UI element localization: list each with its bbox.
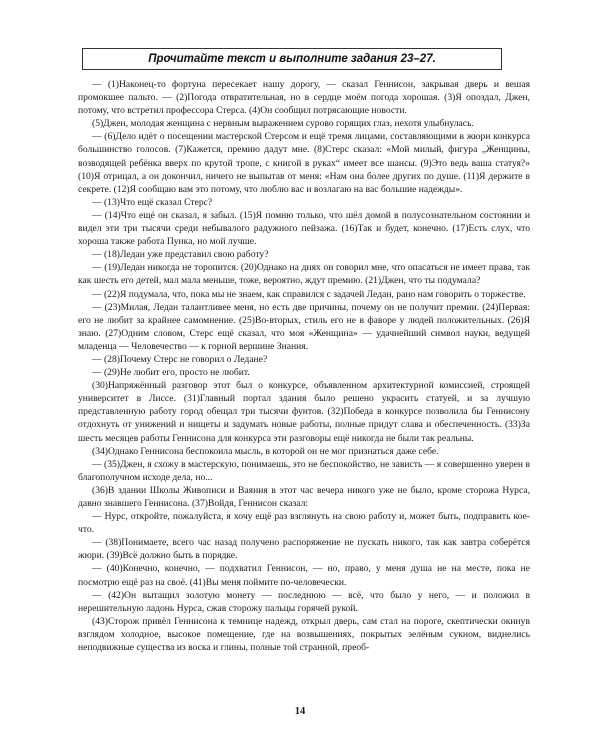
paragraph: — (14)Что ещё он сказал, я забыл. (15)Я помню только, что шёл домой в полусознательном состоянии и видел эти три тысячи среди небывалого радужного пейзажа. (16)Так и будет, конечно. (17)Есть слух, что хороша также работа Пунка, но мой лучше. xyxy=(78,209,530,248)
paragraph: — (13)Что ещё сказал Стерс? xyxy=(92,196,213,208)
paragraph: (43)Сторож привёл Геннисона к темнице надежд, открыл дверь, сам стал на пороге, скептически окинув взглядом холодное, высокое помещение, где на возвышениях, покрытых зелёным сукном, виднелись неподвижные существа из воска и глины, полные той странной, преоб- xyxy=(78,615,530,654)
paragraph: — (6)Дело идёт о посещении мастерской Стерсом и ещё тремя лицами, составляющими в жюри конкурса большинство голосов. (7)Кажется, премию дадут мне. (8)Стерс сказал: «Мой милый, фигура „Женщины, возводящей ребёнка вверх по крутой тропе, с книгой в руках“ имеет все шансы. (9)Это ведь ваша статуя?» (10)Я отрицал, а он докончил, ничего не выпытав от меня: «Нам она более других по душе. (11)Я держите в секрете. (12)Я сообщаю вам это потому, что люблю вас и возлагаю на вас большие надежды». xyxy=(78,131,530,195)
paragraph: (34)Однако Геннисона беспокоила мысль, в которой он не мог признаться даже себе. xyxy=(92,445,439,457)
paragraph: — (28)Почему Стерс не говорил о Ледане? xyxy=(92,353,268,365)
paragraph: — (38)Понимаете, всего час назад получено распоряжение не пускать никого, так как завтра соберётся жюри. (39)Всё должно быть в порядке. xyxy=(78,537,530,562)
paragraph: — (40)Конечно, конечно, — подхватил Геннисон, — но, право, у меня душа не на месте, пока не посмотрю ещё раз на своё. (41)Вы меня поймите по-человечески. xyxy=(78,563,530,588)
paragraph: (36)В здании Школы Живописи и Ваяния в этот час вечера никого уже не было, кроме сторожа Нурса, давно знавшего Геннисона. (37)Войдя, Геннисон сказал: xyxy=(78,484,530,509)
paragraph: — (22)Я подумала, что, пока мы не знаем, как справился с задачей Ледан, рано нам говорить о торжестве. xyxy=(92,288,526,300)
task-header-text: Прочитайте текст и выполните задания 23–27. xyxy=(148,53,436,65)
paragraph: — (18)Ледан уже представил свою работу? xyxy=(92,249,269,261)
paragraph: — (29)Не любит его, просто не любит. xyxy=(92,367,250,379)
task-header xyxy=(82,48,502,70)
paragraph: — (23)Милая, Ледан талантливее меня, но есть две причины, почему он не получит премии. (24)Первая: его не любит за крайнее самомнение. (25)Во-вторых, стиль его не в фаворе у людей положительных. (26)Я знаю. (27)Одним словом, Стерс ещё сказал, что моя «Женщина» — удачнейший символ науки, ведущей младенца — Человечество — к горной вершине Знания. xyxy=(78,301,530,352)
paragraph: — (42)Он вытащил золотую монету — последнюю — всё, что было у него, — и положил в нерешительную ладонь Нурса, сжав сторожу пальцы горячей рукой. xyxy=(78,589,530,614)
text-body xyxy=(78,78,530,654)
paragraph: — Нурс, откройте, пожалуйста, я хочу ещё раз взглянуть на свою работу и, может быть, подправить кое-что. xyxy=(78,511,530,536)
paragraph: — (35)Джен, я схожу в мастерскую, понимаешь, это не беспокойство, не зависть — я совершенно уверен в благополучном исходе дела, но... xyxy=(78,458,530,483)
paragraph: (5)Джен, молодая женщина с нервным выражением сурово горящих глаз, нехотя улыбнулась. xyxy=(92,118,474,130)
paragraph: — (19)Ледан никогда не торопится. (20)Однако на днях он говорил мне, что опасаться не имеет права, так как шесть его детей, мал мала меньше, тоже, вероятно, ждут премию. (21)Джен, что ты подумала? xyxy=(78,262,530,287)
page-number: 14 xyxy=(294,706,306,717)
paragraph: (30)Напряжённый разговор этот был о конкурсе, объявленном архитектурной комиссией, строящей университет в Лиссе. (31)Главный портал здания было решено украсить статуей, и за лучшую представленную работу город обещал три тысячи фунтов. (32)Победа в конкурсе позволила бы Геннисону отдохнуть от унижений и нищеты и задумать новые работы, полные придут слава и обеспеченность. (33)За шесть месяцев работы Геннисона для конкурса эти разговоры ещё никогда не были так реальны. xyxy=(78,380,530,444)
paragraph: — (1)Наконец-то фортуна пересекает нашу дорогу, — сказал Геннисон, закрывая дверь и вешая промокшее пальто. — (2)Погода отвратительная, но в сердце моём погода хорошая. (3)Я опоздал, Джен, потому, что встретил профессора Стерса. (4)Он сообщил потрясающие новости. xyxy=(78,79,530,117)
